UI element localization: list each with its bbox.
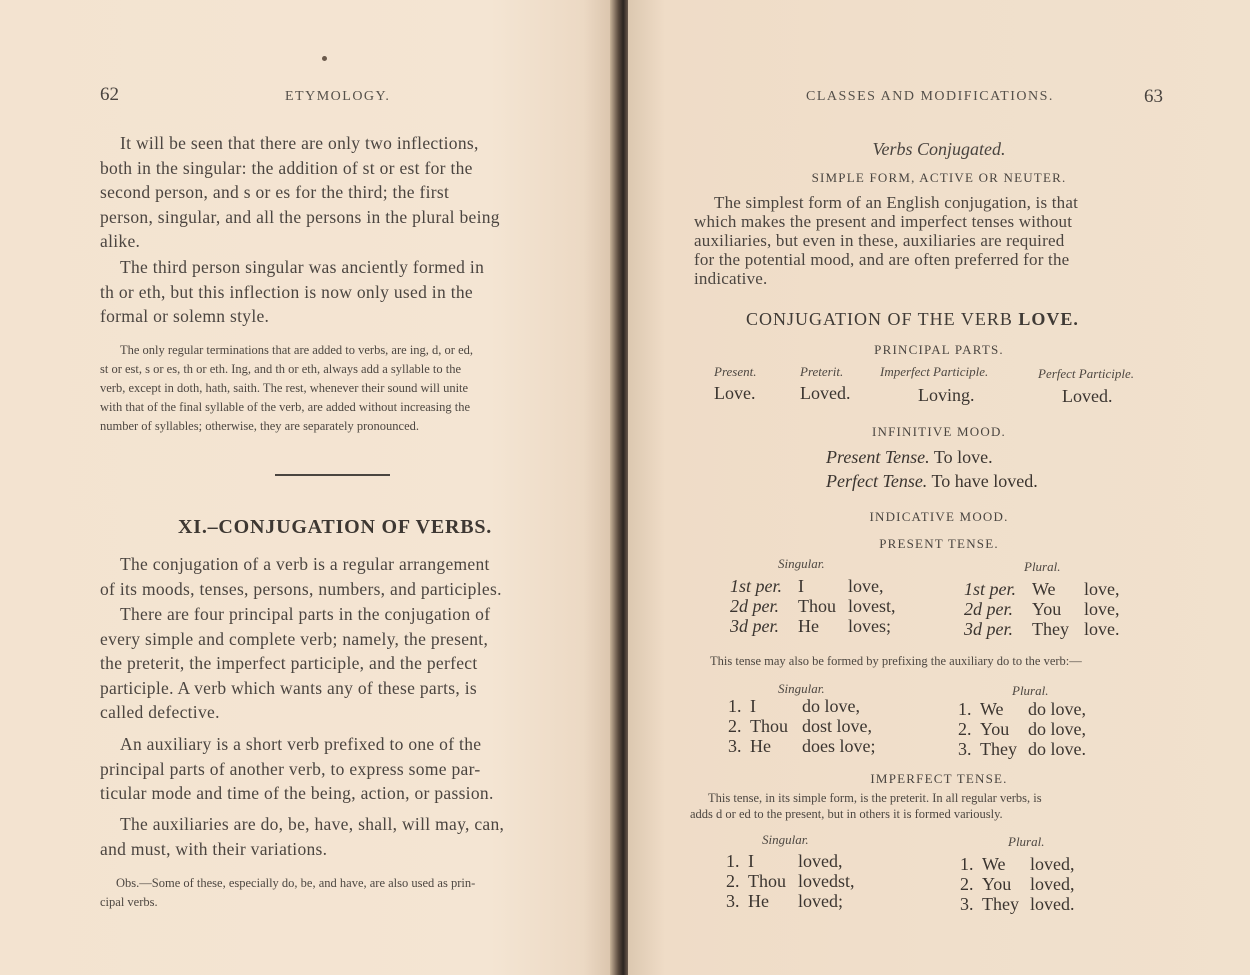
pronoun: You [982, 874, 1012, 894]
text-line: auxiliaries, but even in these, auxiliaries are required [694, 231, 1065, 250]
imperfect-plural-table [960, 854, 1075, 914]
note-line: adds d or ed to the present, but in others it is formed variously. [690, 807, 1003, 821]
pronoun: They [1032, 619, 1069, 639]
part-value: Loved. [1062, 386, 1113, 406]
conjugation-row [728, 736, 876, 756]
note-line: This tense, in its simple form, is the preterit. In all regular verbs, is [708, 791, 1042, 805]
paragraph-inflections [100, 131, 500, 254]
part-value: Love. [714, 383, 756, 403]
row-number: 1. [728, 696, 742, 716]
row-number: 2. [958, 719, 972, 739]
pronoun: Thou [748, 871, 786, 891]
page-number: 63 [1144, 86, 1163, 107]
verb-form: lovest, [848, 596, 896, 616]
pronoun: They [980, 739, 1017, 759]
conjugation-row [964, 579, 1120, 599]
text-line: th or eth, but this inflection is now only used in the [100, 281, 473, 302]
conjugation-verb: LOVE. [1018, 309, 1079, 329]
paragraph-third-person [100, 255, 484, 329]
text-line: The third person singular was anciently formed in [120, 257, 485, 277]
subtitle-verbs-conjugated: Verbs Conjugated. [872, 139, 1006, 159]
verb-form: loved, [798, 851, 843, 871]
text-line: both in the singular: the addition of st or est for the [100, 157, 473, 178]
present-plural-table [964, 579, 1120, 639]
principal-parts-heading: PRINCIPAL PARTS. [874, 342, 1004, 357]
paragraph-principal-parts [100, 602, 490, 725]
text-line: for the potential mood, and are often preferred for the [694, 250, 1070, 269]
text-line: An auxiliary is a short verb prefixed to one of the [120, 734, 482, 754]
running-head: CLASSES AND MODIFICATIONS. [806, 89, 1054, 104]
conjugation-row [728, 696, 876, 716]
part-label: Imperfect Participle. [880, 364, 989, 379]
text-line: the preterit, the imperfect participle, and the perfect [100, 653, 478, 673]
conjugation-title [746, 309, 1079, 330]
person-label: 1st per. [730, 576, 783, 596]
text-line: participle. A verb which wants any of these parts, is [100, 677, 477, 698]
present-tense-heading: PRESENT TENSE. [879, 536, 999, 551]
paragraph-auxiliary [100, 732, 494, 806]
text-line: formal or solemn style. [100, 306, 270, 326]
singular-label: Singular. [778, 681, 825, 696]
text-line: The conjugation of a verb is a regular arrangement [120, 554, 490, 574]
conjugation-row [730, 576, 896, 596]
tense-value: To have loved. [931, 471, 1038, 491]
row-number: 1. [960, 854, 974, 874]
text-line: indicative. [694, 269, 768, 288]
conjugation-row [726, 851, 855, 871]
row-number: 3. [728, 736, 742, 756]
text-line: ticular mode and time of the being, action, or passion. [100, 783, 494, 803]
pronoun: He [750, 736, 771, 756]
auxiliary-plural-table [958, 699, 1086, 759]
paragraph-auxiliaries-list [100, 812, 504, 861]
simple-form-heading: SIMPLE FORM, ACTIVE OR NEUTER. [811, 170, 1067, 185]
imperfect-tense-heading: IMPERFECT TENSE. [870, 771, 1008, 786]
imperfect-singular-table [726, 851, 855, 911]
row-number: 1. [958, 699, 972, 719]
imperfect-note [690, 790, 1042, 822]
conjugation-row [726, 891, 855, 911]
conjugation-row [964, 619, 1120, 639]
conjugation-row [964, 599, 1120, 619]
infinitive-present [826, 447, 993, 468]
conjugation-row [728, 716, 876, 736]
verb-form: dost love, [802, 716, 872, 736]
running-head: ETYMOLOGY. [285, 89, 391, 104]
text-line: alike. [100, 231, 141, 251]
verb-form: love. [1084, 619, 1120, 639]
text-line: The simplest form of an English conjugation, is that [714, 193, 1079, 212]
pronoun: I [798, 576, 804, 596]
text-line: second person, and s or es for the third; the first [100, 182, 450, 202]
tense-label: Perfect Tense. [826, 471, 928, 491]
plural-label: Plural. [1012, 683, 1049, 698]
text-line: principal parts of another verb, to express some par- [100, 758, 481, 779]
person-label: 2d per. [730, 596, 779, 616]
text-line: There are four principal parts in the conjugation of [120, 604, 491, 624]
tense-label: Present Tense. [826, 447, 930, 467]
part-value: Loved. [800, 383, 851, 403]
text-line: which makes the present and imperfect tenses without [694, 212, 1073, 231]
row-number: 3. [960, 894, 974, 914]
person-label: 3d per. [730, 616, 779, 636]
text-line: It will be seen that there are only two inflections, [120, 133, 479, 153]
pronoun: You [980, 719, 1010, 739]
verb-form: loved; [798, 891, 843, 911]
conjugation-row [960, 854, 1075, 874]
conjugation-row [960, 874, 1075, 894]
note-line: number of syllables; otherwise, they are separately pronounced. [100, 419, 419, 433]
conjugation-row [960, 894, 1075, 914]
verb-form: love, [848, 576, 884, 596]
row-number: 2. [728, 716, 742, 736]
part-label: Present. [714, 364, 757, 379]
pronoun: He [798, 616, 819, 636]
part-label: Preterit. [800, 364, 844, 379]
ink-speck [322, 56, 327, 61]
note-line: with that of the final syllable of the verb, are added without increasing the [100, 400, 471, 414]
pronoun: Thou [798, 596, 836, 616]
note-line: Obs.—Some of these, especially do, be, and have, are also used as prin- [116, 876, 476, 890]
text-line: person, singular, and all the persons in the plural being [100, 206, 500, 227]
verb-form: do love, [1028, 719, 1086, 739]
section-title: XI.–CONJUGATION OF VERBS. [178, 516, 493, 538]
verb-form: do love, [1028, 699, 1086, 719]
verb-form: loved, [1030, 874, 1075, 894]
note-line: The only regular terminations that are added to verbs, are ing, d, or ed, [120, 343, 474, 357]
verb-form: do love, [802, 696, 860, 716]
infinitive-heading: INFINITIVE MOOD. [871, 424, 1007, 439]
row-number: 3. [726, 891, 740, 911]
plural-label: Plural. [1008, 834, 1045, 849]
text-line: called defective. [100, 702, 220, 722]
verb-form: love, [1084, 599, 1120, 619]
pronoun: Thou [750, 716, 788, 736]
row-number: 1. [726, 851, 740, 871]
pronoun: You [1032, 599, 1062, 619]
pronoun: We [980, 699, 1004, 719]
row-number: 2. [726, 871, 740, 891]
note-terminations [100, 341, 473, 436]
page-number: 62 [100, 84, 119, 105]
verb-form: love, [1084, 579, 1120, 599]
pronoun: He [748, 891, 769, 911]
conjugation-row [958, 699, 1086, 719]
conjugation-row [958, 719, 1086, 739]
row-number: 2. [960, 874, 974, 894]
text-line: and must, with their variations. [100, 838, 328, 859]
person-label: 3d per. [964, 619, 1013, 639]
present-singular-table [730, 576, 896, 636]
pronoun: I [750, 696, 756, 716]
text-line: of its moods, tenses, persons, numbers, and participles. [100, 578, 502, 599]
verb-form: loved. [1030, 894, 1075, 914]
indicative-heading: INDICATIVE MOOD. [869, 509, 1009, 524]
singular-label: Singular. [762, 832, 809, 847]
auxiliary-singular-table [728, 696, 876, 756]
verb-form: do love. [1028, 739, 1086, 759]
verb-form: lovedst, [798, 871, 855, 891]
obs-note [100, 874, 475, 912]
text-line: The auxiliaries are do, be, have, shall, will may, can, [120, 814, 505, 834]
pronoun: I [748, 851, 754, 871]
part-value: Loving. [918, 385, 975, 405]
pronoun: They [982, 894, 1019, 914]
text-line: every simple and complete verb; namely, the present, [100, 628, 489, 649]
tense-value: To love. [933, 447, 993, 467]
verb-form: loves; [848, 616, 891, 636]
conjugation-row [730, 596, 896, 616]
paragraph-intro [694, 193, 1078, 288]
verb-form: loved, [1030, 854, 1075, 874]
note-line: verb, except in doth, hath, saith. The rest, whenever their sound will unite [100, 381, 469, 395]
left-page [0, 0, 614, 975]
pronoun: We [982, 854, 1006, 874]
plural-label: Plural. [1024, 559, 1061, 574]
conjugation-title-text: CONJUGATION OF THE VERB [746, 309, 1013, 329]
row-number: 3. [958, 739, 972, 759]
person-label: 1st per. [964, 579, 1017, 599]
person-label: 2d per. [964, 599, 1013, 619]
right-page [628, 0, 1250, 975]
conjugation-row [730, 616, 896, 636]
pronoun: We [1032, 579, 1056, 599]
auxiliary-note: This tense may also be formed by prefixing the auxiliary do to the verb:— [710, 654, 1082, 668]
paragraph-conjugation [100, 552, 502, 601]
conjugation-row [958, 739, 1086, 759]
section-divider [275, 474, 390, 476]
part-label: Perfect Participle. [1038, 366, 1135, 381]
verb-form: does love; [802, 736, 876, 756]
note-line: cipal verbs. [100, 895, 158, 909]
conjugation-row [726, 871, 855, 891]
infinitive-perfect [826, 471, 1038, 492]
singular-label: Singular. [778, 556, 825, 571]
note-line: st or est, s or es, th or eth. Ing, and th or eth, always add a syllable to the [100, 362, 462, 376]
